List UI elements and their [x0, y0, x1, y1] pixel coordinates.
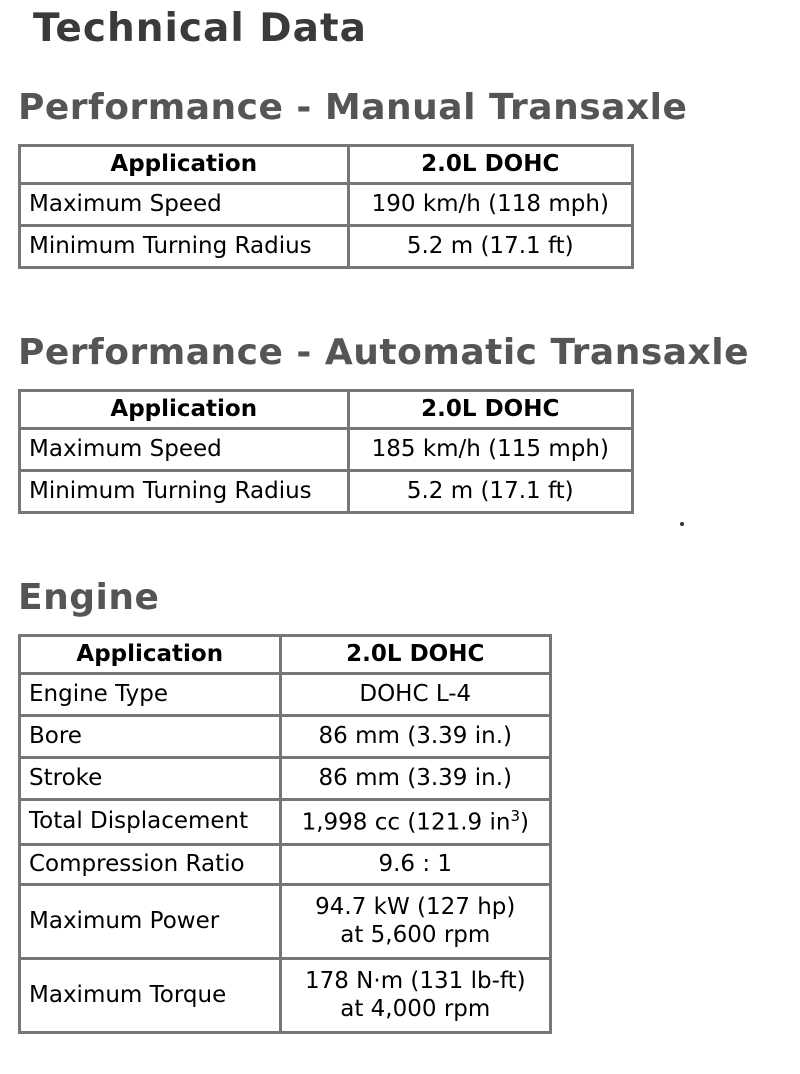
- row-value: 5.2 m (17.1 ft): [348, 226, 632, 268]
- row-value: [280, 800, 550, 845]
- row-value: [280, 885, 550, 959]
- table-row: [20, 184, 633, 226]
- header-application: Application: [20, 391, 349, 429]
- table-row: [20, 885, 551, 959]
- row-value: 86 mm (3.39 in.): [280, 716, 550, 758]
- row-value: 5.2 m (17.1 ft): [348, 471, 632, 513]
- header-engine-variant: 2.0L DOHC: [348, 146, 632, 184]
- section-title-engine: Engine: [18, 577, 160, 618]
- table-header-row: [20, 391, 633, 429]
- table-row: [20, 226, 633, 268]
- row-value: 190 km/h (118 mph): [348, 184, 632, 226]
- header-engine-variant: 2.0L DOHC: [348, 391, 632, 429]
- row-label: Total Displacement: [20, 800, 281, 845]
- document-title: Technical Data: [33, 6, 367, 51]
- row-label: Maximum Power: [20, 885, 281, 959]
- superscript-exponent: 3: [510, 806, 520, 825]
- row-label: Maximum Speed: [20, 429, 349, 471]
- section-title-automatic-transaxle: Performance - Automatic Transaxle: [18, 332, 750, 373]
- table-row: [20, 716, 551, 758]
- value-line-2: at 5,600 rpm: [340, 921, 491, 948]
- row-label: Minimum Turning Radius: [20, 471, 349, 513]
- table-header-row: [20, 146, 633, 184]
- table-row: [20, 758, 551, 800]
- table-row: [20, 959, 551, 1033]
- row-label: Minimum Turning Radius: [20, 226, 349, 268]
- value-line-1: 178 N·m (131 lb-ft): [304, 967, 526, 994]
- row-value: 86 mm (3.39 in.): [280, 758, 550, 800]
- row-label: Bore: [20, 716, 281, 758]
- row-label: Stroke: [20, 758, 281, 800]
- row-label: Engine Type: [20, 674, 281, 716]
- manual-transaxle-table: [18, 144, 634, 269]
- row-label: Maximum Speed: [20, 184, 349, 226]
- row-value: DOHC L-4: [280, 674, 550, 716]
- table-row: [20, 429, 633, 471]
- section-title-manual-transaxle: Performance - Manual Transaxle: [18, 87, 688, 128]
- table-row: [20, 845, 551, 885]
- value-line-1: 94.7 kW (127 hp): [315, 893, 516, 920]
- value-text: 1,998 cc (121.9 in: [301, 809, 511, 836]
- table-row: [20, 800, 551, 845]
- row-value: 9.6 : 1: [280, 845, 550, 885]
- row-value: 185 km/h (115 mph): [348, 429, 632, 471]
- value-text-tail: ): [519, 809, 529, 836]
- value-line-2: at 4,000 rpm: [340, 995, 491, 1022]
- header-engine-variant: 2.0L DOHC: [280, 636, 550, 674]
- row-label: Maximum Torque: [20, 959, 281, 1033]
- table-row: [20, 674, 551, 716]
- row-value: [280, 959, 550, 1033]
- stray-dot: [680, 522, 684, 526]
- automatic-transaxle-table: [18, 389, 634, 514]
- table-row: [20, 471, 633, 513]
- table-header-row: [20, 636, 551, 674]
- header-application: Application: [20, 146, 349, 184]
- engine-table: [18, 634, 552, 1034]
- header-application: Application: [20, 636, 281, 674]
- row-label: Compression Ratio: [20, 845, 281, 885]
